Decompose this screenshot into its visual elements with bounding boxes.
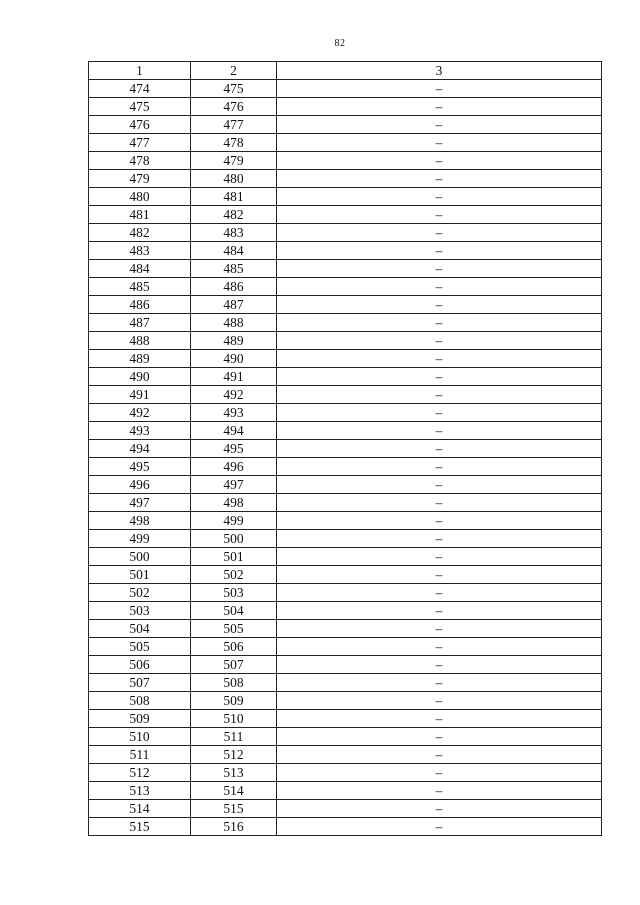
- table-cell-col-1: 481: [89, 206, 191, 224]
- table-row: [89, 818, 602, 836]
- table-row: [89, 278, 602, 296]
- table-cell-col-2: 495: [191, 440, 277, 458]
- table-cell-col-1: 512: [89, 764, 191, 782]
- table-cell-col-2: 481: [191, 188, 277, 206]
- table-cell-col-2: 516: [191, 818, 277, 836]
- table-cell-col-2: 489: [191, 332, 277, 350]
- table-row: [89, 476, 602, 494]
- table-row: [89, 638, 602, 656]
- table-cell-col-3: –: [277, 620, 602, 638]
- table-cell-col-3: –: [277, 818, 602, 836]
- table-row: [89, 620, 602, 638]
- table-row: [89, 422, 602, 440]
- table-cell-col-3: –: [277, 242, 602, 260]
- table-cell-col-2: 508: [191, 674, 277, 692]
- table-cell-col-2: 485: [191, 260, 277, 278]
- table-cell-col-1: 513: [89, 782, 191, 800]
- table-cell-col-3: –: [277, 134, 602, 152]
- table-cell-col-3: –: [277, 494, 602, 512]
- table-cell-col-2: 480: [191, 170, 277, 188]
- table-cell-col-3: –: [277, 800, 602, 818]
- table-row: [89, 800, 602, 818]
- table-cell-col-1: 511: [89, 746, 191, 764]
- table-cell-col-1: 496: [89, 476, 191, 494]
- table-cell-col-2: 513: [191, 764, 277, 782]
- table-row: [89, 152, 602, 170]
- table-cell-col-3: –: [277, 188, 602, 206]
- table-cell-col-2: 502: [191, 566, 277, 584]
- table-cell-col-2: 491: [191, 368, 277, 386]
- table-cell-col-3: –: [277, 278, 602, 296]
- table-row: [89, 80, 602, 98]
- table-cell-col-1: 505: [89, 638, 191, 656]
- table-row: [89, 242, 602, 260]
- table-cell-col-1: 507: [89, 674, 191, 692]
- table-cell-col-3: –: [277, 710, 602, 728]
- table-row: [89, 692, 602, 710]
- table-cell-col-2: 486: [191, 278, 277, 296]
- table-row: [89, 602, 602, 620]
- table-row: [89, 224, 602, 242]
- table-cell-col-3: –: [277, 350, 602, 368]
- table-row: [89, 116, 602, 134]
- table-cell-col-2: 479: [191, 152, 277, 170]
- table-cell-col-1: 483: [89, 242, 191, 260]
- table-cell-col-1: 509: [89, 710, 191, 728]
- table-cell-col-1: 479: [89, 170, 191, 188]
- table-cell-col-1: 495: [89, 458, 191, 476]
- table-cell-col-3: –: [277, 566, 602, 584]
- table-cell-col-3: –: [277, 116, 602, 134]
- table-cell-col-3: –: [277, 368, 602, 386]
- table-row: [89, 746, 602, 764]
- table-cell-col-2: 476: [191, 98, 277, 116]
- table-cell-col-1: 499: [89, 530, 191, 548]
- table-cell-col-2: 509: [191, 692, 277, 710]
- table-cell-col-2: 501: [191, 548, 277, 566]
- table-cell-col-1: 502: [89, 584, 191, 602]
- column-header-3: 3: [277, 62, 602, 80]
- table-cell-col-2: 515: [191, 800, 277, 818]
- table-cell-col-1: 514: [89, 800, 191, 818]
- table-cell-col-1: 493: [89, 422, 191, 440]
- table-cell-col-3: –: [277, 422, 602, 440]
- table-cell-col-3: –: [277, 476, 602, 494]
- table-cell-col-3: –: [277, 602, 602, 620]
- table-row: [89, 170, 602, 188]
- table-row: [89, 188, 602, 206]
- table-row: [89, 512, 602, 530]
- table-row: [89, 404, 602, 422]
- table-cell-col-2: 477: [191, 116, 277, 134]
- column-header-1: 1: [89, 62, 191, 80]
- table-cell-col-3: –: [277, 638, 602, 656]
- table-cell-col-2: 504: [191, 602, 277, 620]
- table-row: [89, 548, 602, 566]
- table-cell-col-1: 510: [89, 728, 191, 746]
- table-cell-col-2: 490: [191, 350, 277, 368]
- table-cell-col-3: –: [277, 530, 602, 548]
- table-cell-col-3: –: [277, 674, 602, 692]
- table-cell-col-1: 475: [89, 98, 191, 116]
- table-cell-col-1: 488: [89, 332, 191, 350]
- table-cell-col-3: –: [277, 206, 602, 224]
- table-cell-col-3: –: [277, 224, 602, 242]
- table-cell-col-2: 488: [191, 314, 277, 332]
- table-cell-col-2: 494: [191, 422, 277, 440]
- table-cell-col-2: 512: [191, 746, 277, 764]
- table-cell-col-3: –: [277, 404, 602, 422]
- table-row: [89, 350, 602, 368]
- table-cell-col-2: 507: [191, 656, 277, 674]
- table-cell-col-1: 484: [89, 260, 191, 278]
- table-row: [89, 566, 602, 584]
- table-row: [89, 440, 602, 458]
- table-cell-col-3: –: [277, 692, 602, 710]
- table-cell-col-3: –: [277, 80, 602, 98]
- table-cell-col-3: –: [277, 512, 602, 530]
- table-cell-col-1: 485: [89, 278, 191, 296]
- table-cell-col-1: 477: [89, 134, 191, 152]
- table-cell-col-1: 500: [89, 548, 191, 566]
- table-cell-col-1: 482: [89, 224, 191, 242]
- table-cell-col-3: –: [277, 728, 602, 746]
- table-cell-col-1: 487: [89, 314, 191, 332]
- table-cell-col-2: 511: [191, 728, 277, 746]
- table-cell-col-2: 497: [191, 476, 277, 494]
- table-cell-col-1: 508: [89, 692, 191, 710]
- table-cell-col-1: 497: [89, 494, 191, 512]
- table-cell-col-1: 498: [89, 512, 191, 530]
- table-cell-col-2: 496: [191, 458, 277, 476]
- table-row: [89, 458, 602, 476]
- table-cell-col-2: 514: [191, 782, 277, 800]
- table-cell-col-3: –: [277, 332, 602, 350]
- table-cell-col-3: –: [277, 170, 602, 188]
- table-cell-col-1: 492: [89, 404, 191, 422]
- table-row: [89, 368, 602, 386]
- table-body: [89, 80, 602, 836]
- table-row: [89, 728, 602, 746]
- table-cell-col-2: 487: [191, 296, 277, 314]
- table-cell-col-1: 501: [89, 566, 191, 584]
- table-row: [89, 674, 602, 692]
- table-row: [89, 332, 602, 350]
- table-cell-col-2: 506: [191, 638, 277, 656]
- table-cell-col-3: –: [277, 764, 602, 782]
- table-cell-col-1: 506: [89, 656, 191, 674]
- table-row: [89, 656, 602, 674]
- table-cell-col-3: –: [277, 260, 602, 278]
- table-cell-col-2: 500: [191, 530, 277, 548]
- table-row: [89, 530, 602, 548]
- table-row: [89, 386, 602, 404]
- table-cell-col-2: 484: [191, 242, 277, 260]
- table-cell-col-1: 490: [89, 368, 191, 386]
- table-row: [89, 710, 602, 728]
- table-cell-col-1: 478: [89, 152, 191, 170]
- table-cell-col-3: –: [277, 386, 602, 404]
- table-row: [89, 494, 602, 512]
- table-row: [89, 260, 602, 278]
- table-cell-col-2: 498: [191, 494, 277, 512]
- table-cell-col-2: 482: [191, 206, 277, 224]
- table-cell-col-1: 489: [89, 350, 191, 368]
- table-cell-col-1: 476: [89, 116, 191, 134]
- table-header-row: [89, 62, 602, 80]
- table-cell-col-1: 480: [89, 188, 191, 206]
- table-cell-col-3: –: [277, 746, 602, 764]
- page-number: 82: [334, 38, 346, 49]
- table-cell-col-3: –: [277, 656, 602, 674]
- table-cell-col-1: 515: [89, 818, 191, 836]
- table-cell-col-3: –: [277, 548, 602, 566]
- table-row: [89, 296, 602, 314]
- table-cell-col-2: 478: [191, 134, 277, 152]
- table-row: [89, 134, 602, 152]
- table-cell-col-1: 474: [89, 80, 191, 98]
- table-cell-col-2: 510: [191, 710, 277, 728]
- table-cell-col-3: –: [277, 584, 602, 602]
- table-cell-col-2: 475: [191, 80, 277, 98]
- table-cell-col-1: 503: [89, 602, 191, 620]
- table-row: [89, 782, 602, 800]
- table-row: [89, 764, 602, 782]
- table-cell-col-2: 499: [191, 512, 277, 530]
- table-cell-col-2: 492: [191, 386, 277, 404]
- table-cell-col-3: –: [277, 98, 602, 116]
- column-header-2: 2: [191, 62, 277, 80]
- table-cell-col-1: 504: [89, 620, 191, 638]
- table-cell-col-1: 486: [89, 296, 191, 314]
- table-cell-col-1: 491: [89, 386, 191, 404]
- table-row: [89, 314, 602, 332]
- table-cell-col-3: –: [277, 152, 602, 170]
- table-cell-col-3: –: [277, 458, 602, 476]
- table-cell-col-2: 483: [191, 224, 277, 242]
- table-row: [89, 584, 602, 602]
- table-cell-col-3: –: [277, 314, 602, 332]
- table-cell-col-2: 505: [191, 620, 277, 638]
- table-cell-col-2: 503: [191, 584, 277, 602]
- table-cell-col-3: –: [277, 440, 602, 458]
- table-cell-col-3: –: [277, 782, 602, 800]
- table-row: [89, 98, 602, 116]
- table-cell-col-2: 493: [191, 404, 277, 422]
- table-cell-col-1: 494: [89, 440, 191, 458]
- table-cell-col-3: –: [277, 296, 602, 314]
- data-table: [88, 61, 602, 836]
- table-row: [89, 206, 602, 224]
